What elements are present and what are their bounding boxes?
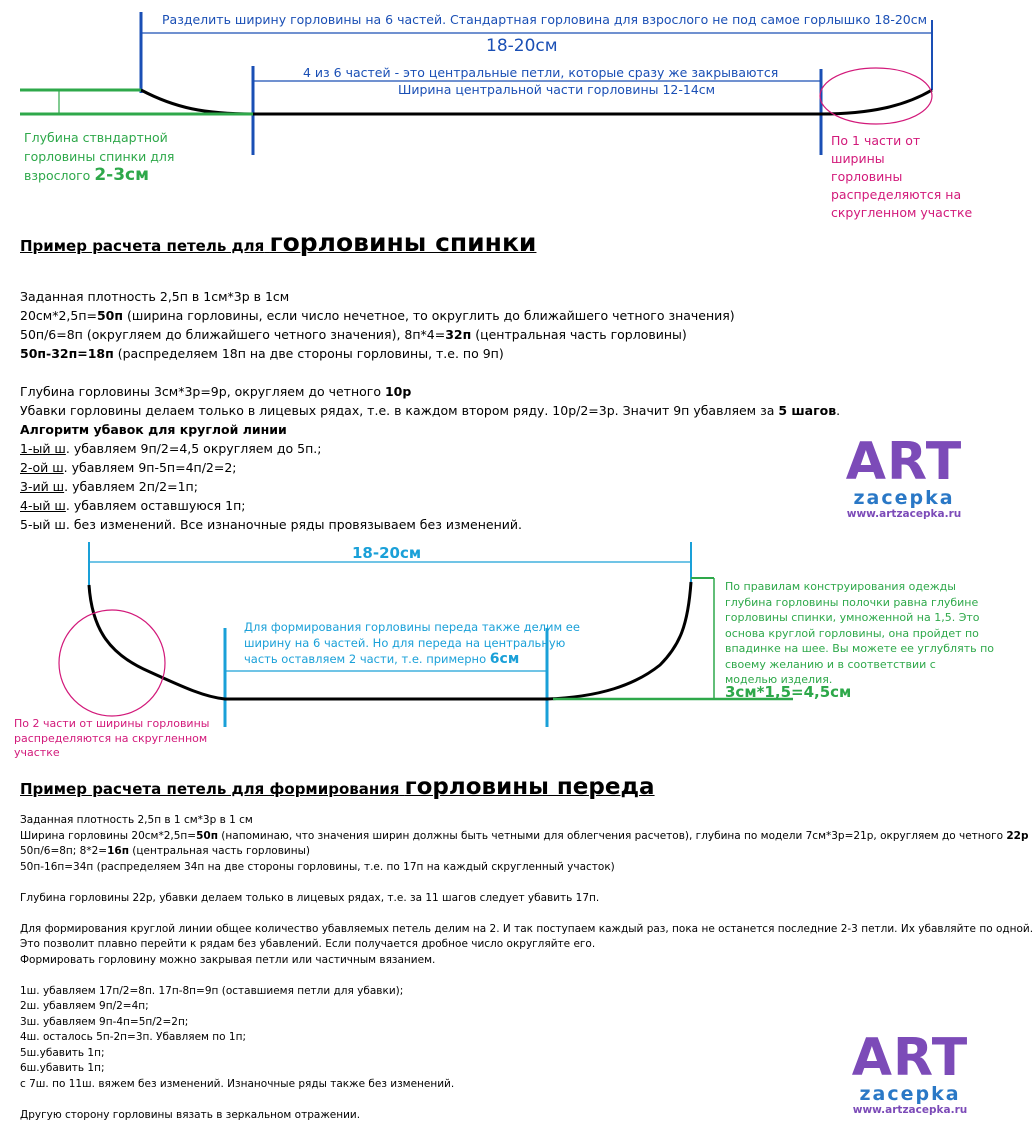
back-depth-note-line-2: горловины спинки для — [24, 149, 175, 164]
front-step-1: 1ш. убавляем 17п/2=8п. 17п-8п=9п (оставшиемя петли для убавки); — [20, 984, 404, 997]
front-depth-note-line-7: моделью изделия. — [725, 673, 833, 686]
front-side-note-line-2: распределяются на скругленном — [14, 731, 208, 745]
back-title-big: горловины спинки — [269, 228, 537, 257]
back-line-6: Убавки горловины делаем только в лицевых рядах, т.е. в каждом втором ряду. 10р/2=3р. Значит 9п убавляем за 5 шагов. — [20, 403, 841, 418]
front-line-1: Заданная плотность 2,5п в 1 см*3р в 1 см — [20, 814, 253, 826]
back-depth-note-line-3: взрослого — [24, 168, 91, 183]
front-depth-note-line-1: По правилам конструирования одежды — [725, 580, 956, 593]
back-width-value: 18-20см — [486, 36, 558, 56]
back-width-note: Разделить ширину горловины на 6 частей. Стандартная горловина для взрослого не под самое горлышко 18-20см — [162, 12, 928, 27]
front-depth-note-line-4: основа круглой горловины, она пройдет по — [725, 626, 979, 640]
back-line-1: Заданная плотность 2,5п в 1см*3р в 1см — [20, 289, 290, 304]
front-mirror-note: Другую сторону горловины вязать в зеркальном отражении. — [20, 1108, 361, 1121]
logo-url-text: www.artzacepka.ru — [846, 508, 962, 520]
back-depth-note — [24, 128, 174, 185]
front-center-value: 6см — [489, 651, 520, 667]
back-side-note-line-1: По 1 части от ширины — [831, 133, 921, 166]
back-title-prefix: Пример расчета петель для — [20, 237, 265, 255]
artzacepka-logo-top — [844, 432, 964, 521]
front-line-7: Это позволит плавно перейти к рядам без убавлений. Если получается дробное число округляйте его. — [20, 938, 596, 950]
back-line-5: Глубина горловины 3см*3р=9р, округляем до четного 10р — [20, 384, 412, 399]
front-width-value: 18-20см — [352, 544, 422, 562]
logo-url-text: www.artzacepka.ru — [852, 1104, 968, 1116]
back-step-1: 1-ый ш. убавляем 9п/2=4,5 округляем до 5п.; — [20, 441, 322, 456]
front-side-note-line-3: участке — [14, 746, 60, 759]
front-step-6: 6ш.убавить 1п; — [20, 1062, 105, 1074]
front-depth-note-line-2: глубина горловины полочки равна глубине — [725, 595, 979, 609]
front-title-prefix: Пример расчета петель для формирования — [20, 780, 400, 798]
front-center-note-line-1: Для формирования горловины переда также делим ее — [244, 620, 580, 634]
artzacepka-logo-bottom — [850, 1028, 970, 1117]
front-step-3: 3ш. убавляем 9п-4п=5п/2=2п; — [20, 1015, 189, 1028]
front-line-3: 50п/6=8п; 8*2=16п (центральная часть горловины) — [20, 845, 310, 857]
back-step-3: 3-ий ш. убавляем 2п/2=1п; — [20, 479, 198, 494]
front-depth-note — [725, 579, 994, 688]
front-section-title — [20, 774, 655, 800]
back-step-2: 2-ой ш. убавляем 9п-5п=4п/2=2; — [20, 460, 237, 475]
front-depth-note-line-6: своему желанию и в соответствии с — [725, 657, 936, 671]
front-step-7: с 7ш. по 11ш. вяжем без изменений. Изнаночные ряды также без изменений. — [20, 1077, 455, 1090]
front-center-note-line-3: часть оставляем 2 части, т.е. примерно — [244, 652, 487, 666]
logo-zacepka-text: zacepka — [859, 1083, 961, 1105]
back-side-note-line-4: скругленном участке — [831, 205, 973, 220]
front-line-8: Формировать горловину можно закрывая петли или частичным вязанием. — [20, 953, 436, 966]
back-center-note-1: 4 из 6 частей - это центральные петли, которые сразу же закрываются — [303, 65, 779, 80]
front-depth-note-line-3: горловины спинки, умноженной на 1,5. Это — [725, 611, 980, 624]
front-line-5: Глубина горловины 22р, убавки делаем только в лицевых рядах, т.е. за 11 шагов следует убавить 17п. — [20, 891, 600, 904]
front-line-2: Ширина горловины 20см*2,5п=50п (напоминаю, что значения ширин должны быть четными для облегчения расчетов), глубина по модели 7см*3р=21р, округляем до четного 22р — [20, 829, 1029, 842]
front-side-note-line-1: По 2 части от ширины горловины — [14, 717, 210, 730]
back-depth-note-line-1: Глубина ствндартной — [24, 130, 168, 145]
back-step-5: 5-ый ш. без изменений. Все изнаночные ряды провязываем без изменений. — [20, 517, 522, 532]
front-step-2: 2ш. убавляем 9п/2=4п; — [20, 1000, 149, 1012]
front-step-5: 5ш.убавить 1п; — [20, 1046, 105, 1059]
back-line-4: 50п-32п=18п (распределяем 18п на две стороны горловины, т.е. по 9п) — [20, 346, 504, 361]
front-title-big: горловины переда — [404, 774, 655, 800]
back-section-title — [20, 228, 536, 257]
front-depth-value: 3см*1,5=4,5см — [725, 683, 852, 701]
back-side-note-line-2: горловины — [831, 169, 903, 184]
back-line-3: 50п/6=8п (округляем до ближайшего четного значения), 8п*4=32п (центральная часть горловины) — [20, 327, 687, 342]
front-center-note — [244, 619, 580, 667]
front-line-4: 50п-16п=34п (распределяем 34п на две стороны горловины, т.е. по 17п на каждый скругленный участок) — [20, 860, 615, 873]
back-line-2: 20см*2,5п=50п (ширина горловины, если число нечетное, то округлить до ближайшего четного значения) — [20, 308, 735, 323]
back-side-note — [831, 132, 976, 222]
logo-art-text: ART — [845, 432, 963, 492]
back-rounded-area-circle — [820, 68, 932, 124]
front-depth-note-line-5: впадинке на шее. Вы можете ее углублять по — [725, 642, 995, 655]
back-depth-value: 2-3см — [94, 165, 149, 185]
front-center-note-line-2: ширину на 6 частей. Но для переда на центральную — [244, 636, 566, 650]
front-line-6: Для формирования круглой линии общее количество убавляемых петель делим на 2. И так поступаем каждый раз, пока не останется последние 2-3 петли. Их убавляйте по одной. — [20, 922, 1033, 935]
back-algorithm-title: Алгоритм убавок для круглой линии — [20, 422, 287, 437]
back-step-4: 4-ый ш. убавляем оставшуюся 1п; — [20, 498, 246, 513]
logo-zacepka-text: zacepka — [853, 487, 955, 509]
back-side-note-line-3: распределяются на — [831, 187, 962, 202]
front-rounded-area-circle — [59, 610, 165, 716]
back-center-note-2: Ширина центральной части горловины 12-14см — [398, 82, 716, 97]
front-side-note — [14, 717, 209, 761]
back-section-body — [20, 287, 840, 534]
front-step-4: 4ш. осталось 5п-2п=3п. Убавляем по 1п; — [20, 1031, 246, 1043]
logo-art-text: ART — [851, 1028, 969, 1088]
